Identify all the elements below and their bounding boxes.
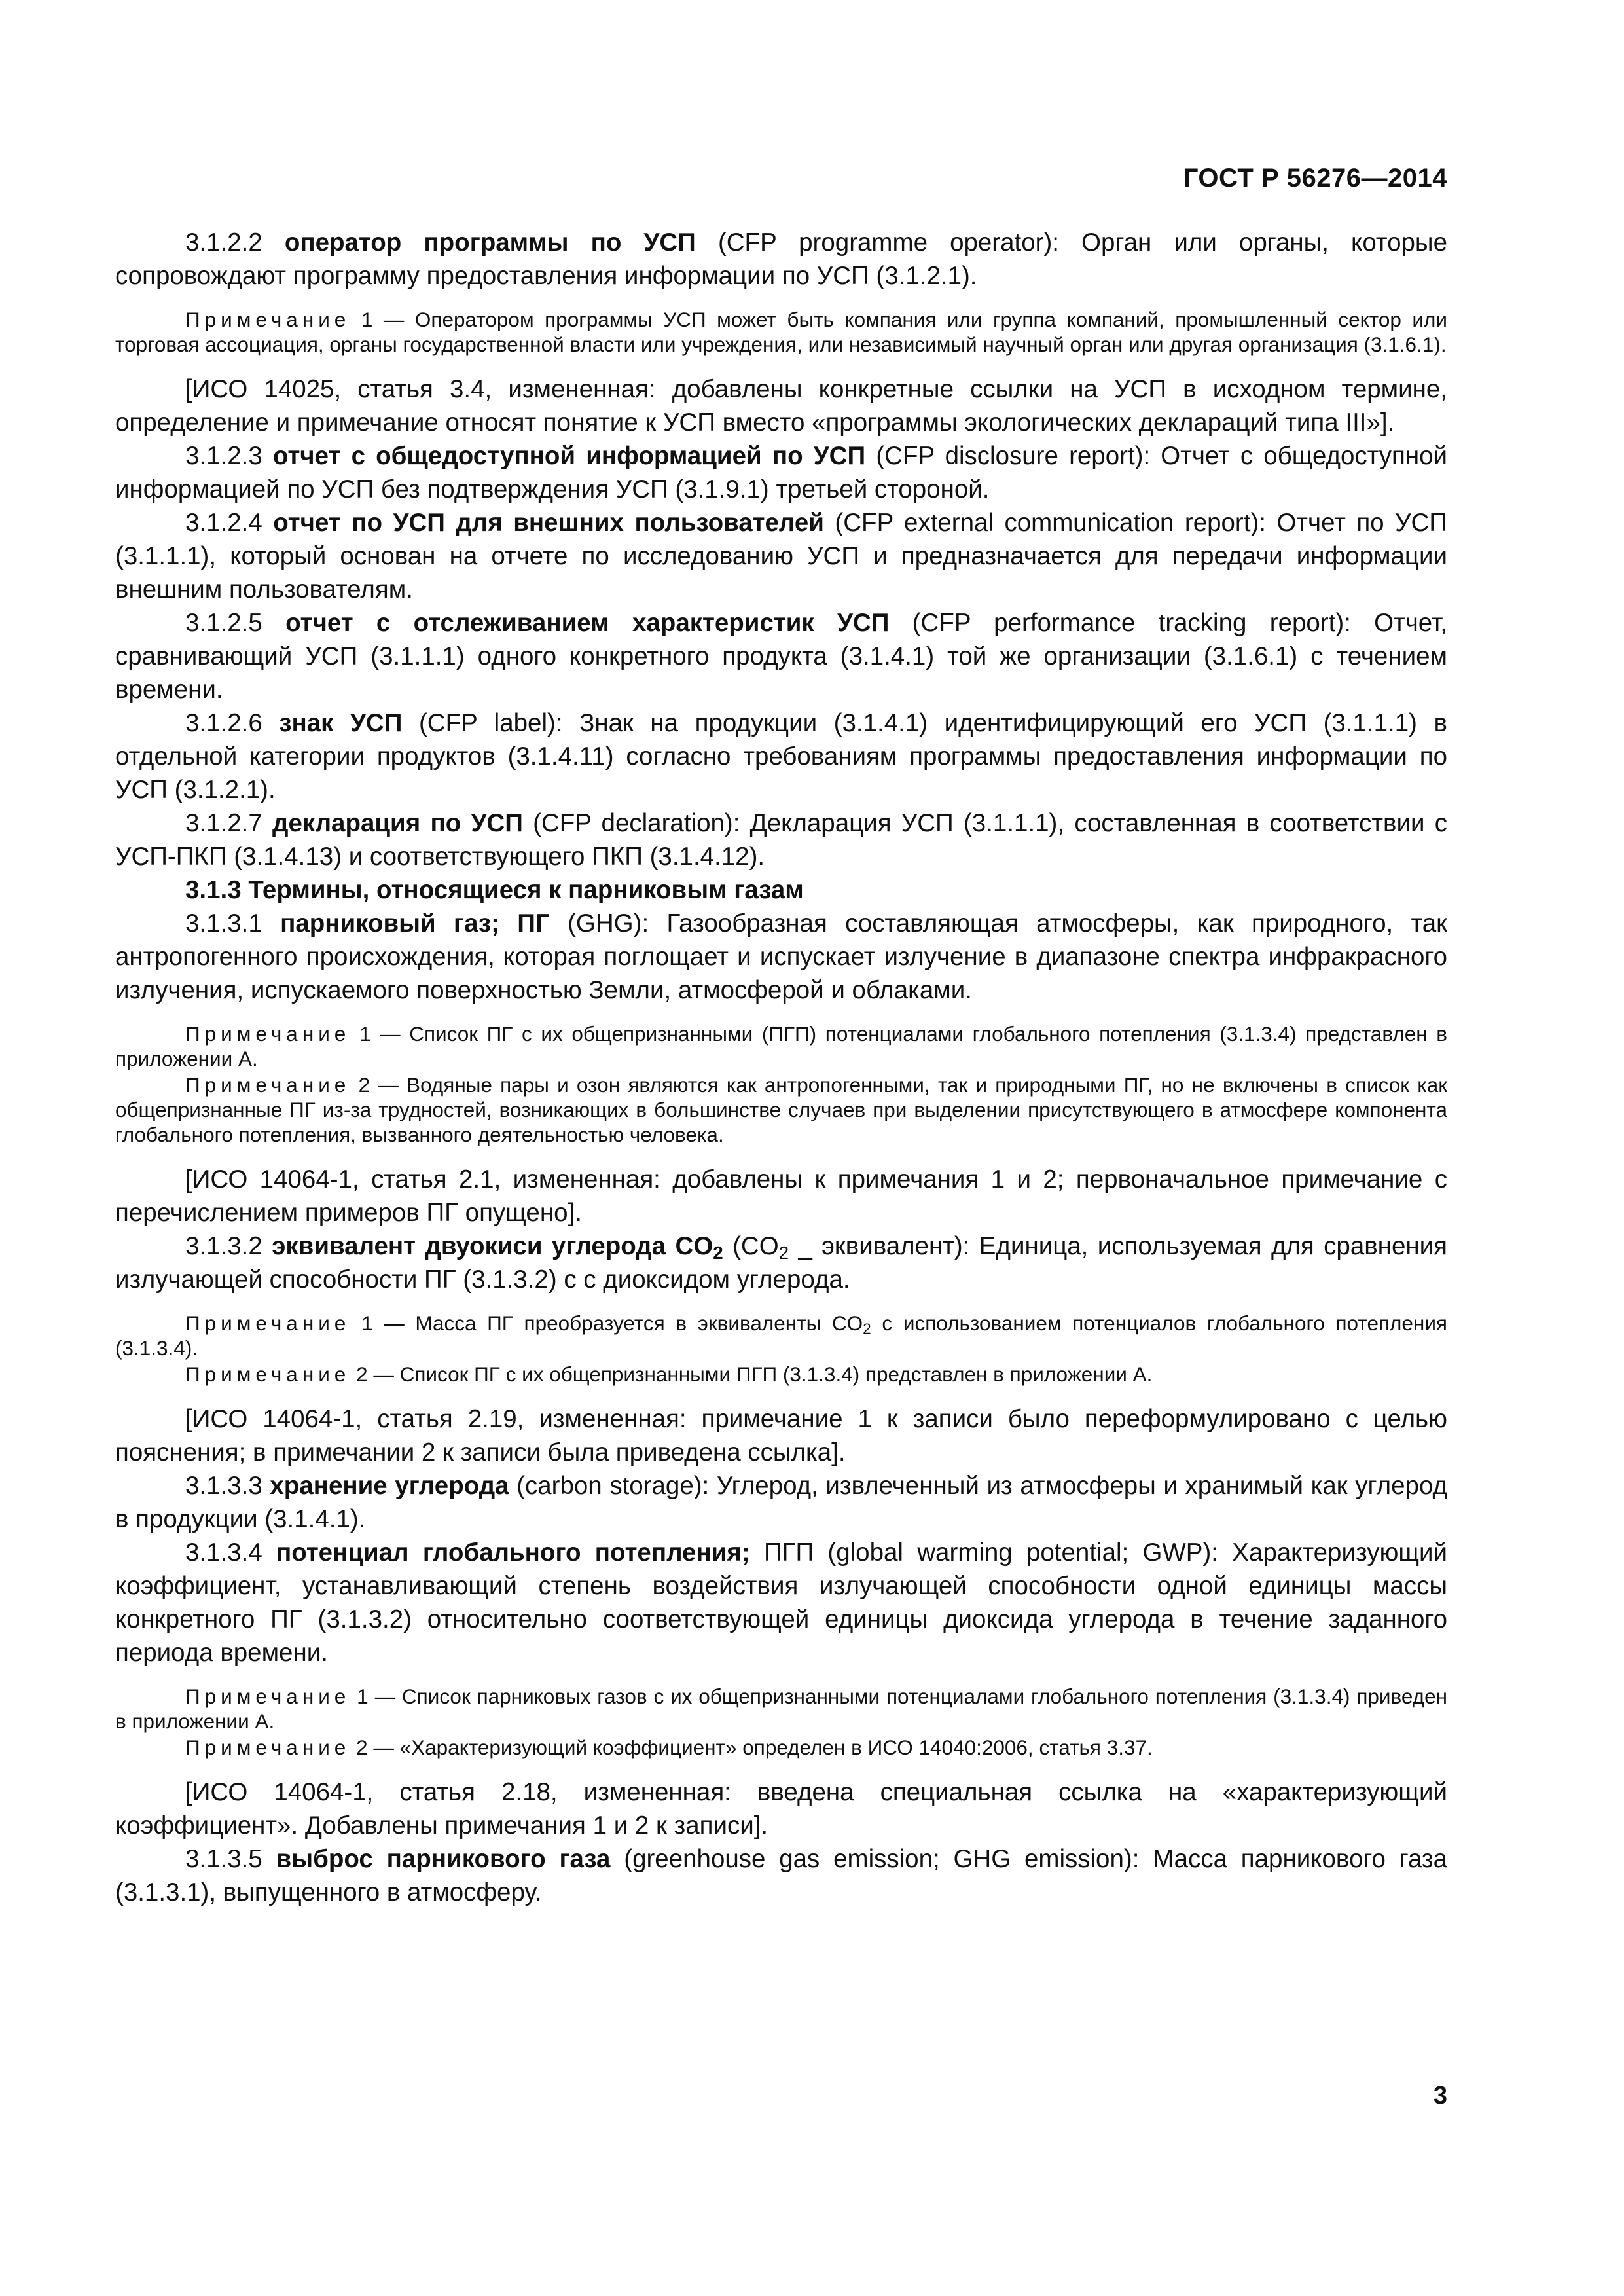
term-definition: (CFP declaration): Декларация УСП (3.1.1.1), составленная в соответствии с УСП-ПКП (3.1.4.13) и соответствующего ПКП (3.1.4.12). bbox=[115, 809, 1447, 871]
note-paragraph bbox=[115, 1684, 1447, 1734]
term-name: потенциал глобального потепления; bbox=[276, 1539, 750, 1567]
document-body bbox=[115, 226, 1447, 1909]
term-name: отчет по УСП для внешних пользователей bbox=[273, 509, 824, 537]
note-text: 1 — Масса ПГ преобразуется в эквиваленты CO bbox=[350, 1311, 863, 1335]
note-label: Примечание bbox=[185, 1073, 351, 1097]
term-number: 3.1.3.4 bbox=[185, 1539, 277, 1567]
term-name: отчет с общедоступной информацией по УСП bbox=[272, 442, 866, 470]
notes-group bbox=[115, 1311, 1447, 1387]
term-definition: (carbon storage): Углерод, извлеченный из атмосферы и хранимый как углерод в продукции (3.1.4.1). bbox=[115, 1472, 1447, 1533]
note-paragraph bbox=[115, 1311, 1447, 1360]
source-reference: [ИСО 14025, статья 3.4, измененная: добавлены конкретные ссылки на УСП в исходном термине, определение и примечание относят понятие к УСП вместо «программы экологических деклараций типа III»]. bbox=[115, 375, 1447, 437]
term-paragraph bbox=[115, 1842, 1447, 1909]
subscript: 2 bbox=[778, 1242, 789, 1263]
term-definition: (GHG): Газообразная составляющая атмосферы, как природного, так антропогенного происхождения, которая поглощает и испускает излучение в диапазоне спектра инфракрасного излучения, испускаемого поверхностью Земли, атмосферой и облаками. bbox=[115, 909, 1447, 1004]
term-name: выброс парникового газа bbox=[276, 1845, 611, 1873]
term-name: отчет с отслеживанием характеристик УСП bbox=[285, 609, 890, 637]
term-number: 3.1.2.4 bbox=[185, 509, 274, 537]
term-number: 3.1.2.7 bbox=[185, 809, 272, 837]
note-paragraph bbox=[115, 1021, 1447, 1071]
term-definition: (greenhouse gas emission; GHG emission): Масса парникового газа (3.1.3.1), выпущенного в атмосферу. bbox=[115, 1845, 1447, 1906]
term-number: 3.1.2.2 bbox=[185, 228, 285, 257]
term-definition: (CFP label): Знак на продукции (3.1.4.1) идентифицирующий его УСП (3.1.1.1) в отдельной категории продуктов (3.1.4.11) согласно требованиям программы предоставления информации по УСП (3.1.2.1). bbox=[115, 709, 1447, 804]
term-paragraph bbox=[115, 226, 1447, 293]
note-text: 1 — Список парниковых газов с их общепризнанными потенциалами глобального потепления (3.1.3.4) приведен в приложении А. bbox=[115, 1685, 1447, 1733]
term-paragraph bbox=[115, 807, 1447, 873]
source-reference: [ИСО 14064-1, статья 2.1, измененная: добавлены к примечания 1 и 2; первоначальное примечание с перечислением примеров ПГ опущено]. bbox=[115, 1165, 1447, 1227]
term-number: 3.1.2.6 bbox=[185, 709, 280, 737]
term-name: оператор программы по УСП bbox=[284, 228, 696, 257]
note-label: Примечание bbox=[185, 1022, 351, 1046]
note-text: 1 — Список ПГ с их общепризнанными (ПГП) потенциалами глобального потепления (3.1.3.4) представлен в приложении А. bbox=[115, 1022, 1447, 1070]
note-text: 2 — Список ПГ с их общепризнанными ПГП (3.1.3.4) представлен в приложении А. bbox=[350, 1362, 1153, 1386]
notes-group bbox=[115, 307, 1447, 357]
term-number: 3.1.3.2 bbox=[185, 1232, 272, 1260]
note-paragraph bbox=[115, 1735, 1447, 1760]
term-definition: (CFP programme operator): Орган или органы, которые сопровождают программу предоставления информации по УСП (3.1.2.1). bbox=[115, 228, 1448, 290]
term-definition: ПГП (global warming potential; GWP): Характеризующий коэффициент, устанавливающий степень воздействия излучающей способности одной единицы массы конкретного ПГ (3.1.3.2) относительно соответствующей единицы диоксида углерода в течение заданного периода времени. bbox=[115, 1539, 1448, 1667]
source-reference: [ИСО 14064-1, статья 2.18, измененная: введена специальная ссылка на «характеризующий коэффициент». Добавлены примечания 1 и 2 к записи]. bbox=[115, 1778, 1447, 1840]
page-number: 3 bbox=[1433, 2082, 1447, 2109]
term-name: знак УСП bbox=[279, 709, 403, 737]
note-label: Примечание bbox=[185, 1685, 351, 1708]
notes-group bbox=[115, 1021, 1447, 1147]
term-paragraph bbox=[115, 1536, 1447, 1669]
note-paragraph bbox=[115, 1362, 1447, 1387]
note-paragraph bbox=[115, 1072, 1447, 1147]
term-definition: (CFP external communication report): Отчет по УСП (3.1.1.1), который основан на отчете по исследованию УСП и предназначается для передачи информации внешним пользователям. bbox=[115, 509, 1447, 604]
document-header: ГОСТ Р 56276—2014 bbox=[1183, 164, 1447, 192]
note-label: Примечание bbox=[185, 308, 351, 331]
term-paragraph bbox=[115, 1230, 1447, 1296]
term-number: 3.1.2.3 bbox=[185, 442, 273, 470]
term-number: 3.1.3.3 bbox=[185, 1472, 270, 1500]
term-paragraph bbox=[115, 506, 1447, 606]
term-number: 3.1.3.1 bbox=[185, 909, 281, 938]
term-definition: (CO bbox=[723, 1232, 779, 1260]
term-name: парниковый газ; ПГ bbox=[280, 909, 550, 938]
subscript: 2 bbox=[863, 1320, 871, 1338]
term-paragraph bbox=[115, 439, 1447, 506]
note-label: Примечание bbox=[185, 1362, 351, 1386]
notes-group bbox=[115, 1684, 1447, 1760]
note-paragraph bbox=[115, 307, 1447, 357]
term-definition: (CFP performance tracking report): Отчет, сравнивающий УСП (3.1.1.1) одного конкретного продукта (3.1.4.1) той же организации (3.1.6.1) с течением времени. bbox=[115, 609, 1447, 704]
term-paragraph bbox=[115, 706, 1447, 807]
subscript: 2 bbox=[713, 1242, 723, 1263]
source-reference: [ИСО 14064-1, статья 2.19, измененная: примечание 1 к записи было переформулировано с целью пояснения; в примечании 2 к записи была приведена ссылка]. bbox=[115, 1405, 1447, 1467]
note-label: Примечание bbox=[185, 1736, 351, 1759]
note-label: Примечание bbox=[185, 1311, 351, 1335]
term-paragraph bbox=[115, 606, 1447, 706]
term-paragraph bbox=[115, 907, 1447, 1007]
term-definition: (CFP disclosure report): Отчет с общедоступной информацией по УСП без подтверждения УСП (3.1.9.1) третьей стороной. bbox=[115, 442, 1447, 503]
term-name bbox=[272, 1232, 723, 1263]
term-definition-cont: _ эквивалент): Единица, используемая для сравнения излучающей способности ПГ (3.1.3.2) с с диоксидом углерода. bbox=[115, 1232, 1447, 1294]
note-text-cont: с использованием потенциалов глобального потепления (3.1.3.4). bbox=[115, 1311, 1447, 1360]
section-heading: 3.1.3 Термины, относящиеся к парниковым газам bbox=[185, 876, 804, 904]
term-number: 3.1.3.5 bbox=[185, 1845, 276, 1873]
term-name: декларация по УСП bbox=[272, 809, 523, 837]
note-text: 2 — Водяные пары и озон являются как антропогенными, так и природными ПГ, но не включены в список как общепризнанные ПГ из-за трудностей, возникающих в большинстве случаев при выделении присутствующего в атмосфере компонента глобального потепления, вызванного деятельностью человека. bbox=[115, 1073, 1447, 1146]
term-name: хранение углерода bbox=[270, 1472, 509, 1500]
term-name-text: эквивалент двуокиси углерода CO bbox=[272, 1232, 713, 1260]
note-text: 2 — «Характеризующий коэффициент» определен в ИСО 14040:2006, статья 3.37. bbox=[350, 1736, 1153, 1759]
note-text: 1 — Оператором программы УСП может быть компания или группа компаний, промышленный сектор или торговая ассоциация, органы государственной власти или учреждения, или независимый научный орган или другая организация (3.1.6.1). bbox=[115, 308, 1447, 356]
term-paragraph bbox=[115, 1469, 1447, 1536]
term-number: 3.1.2.5 bbox=[185, 609, 286, 637]
